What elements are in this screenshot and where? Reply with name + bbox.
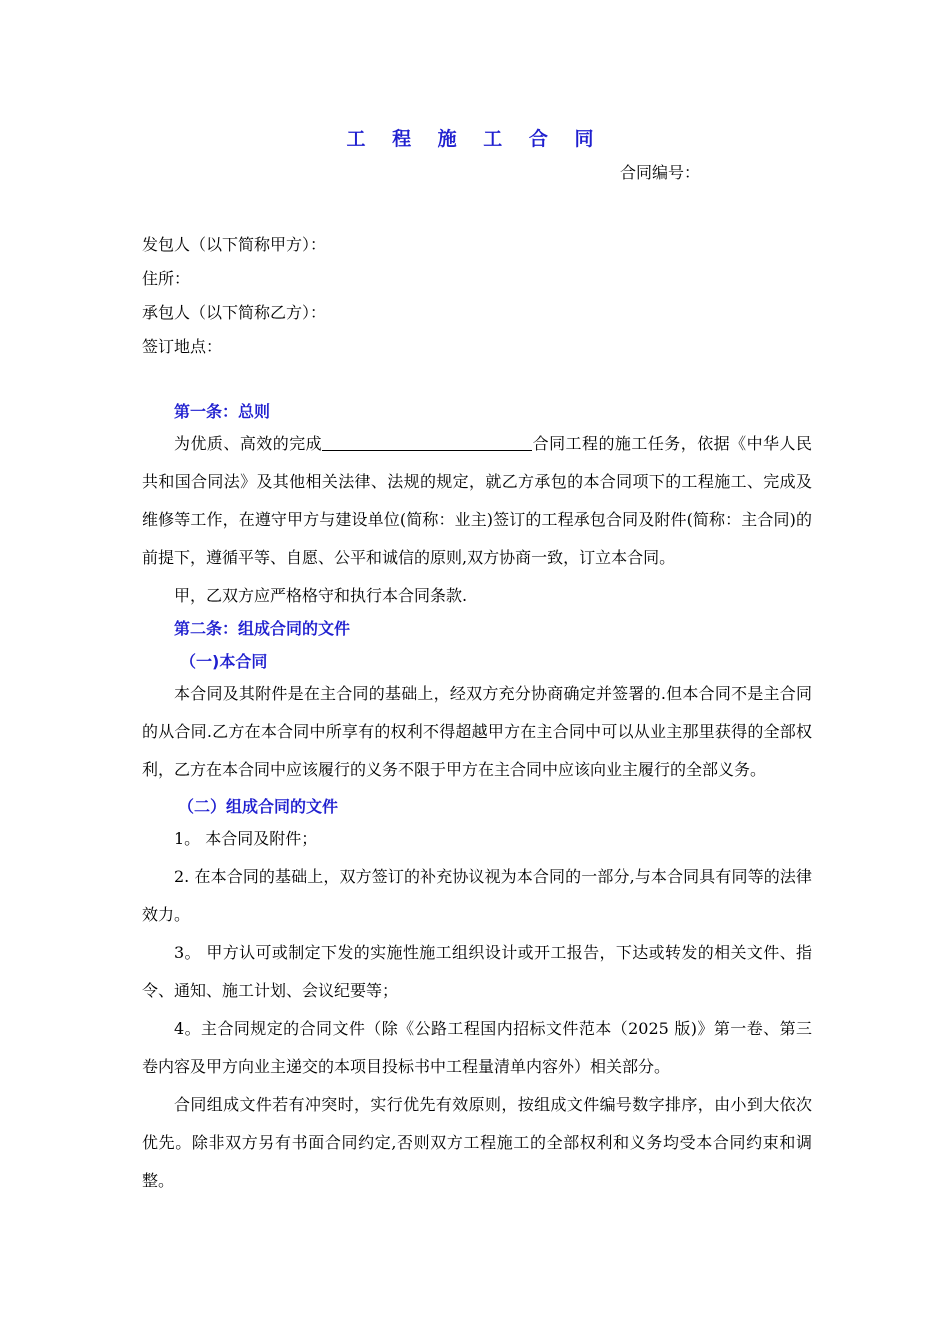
closing-paragraph: 合同组成文件若有冲突时，实行优先有效原则，按组成文件编号数字排序，由小到大依次优先。除非双方另有书面合同约定,否则双方工程施工的全部权利和义务均受本合同约束和调整。 [142,1095,812,1190]
employer-line: 发包人（以下简称甲方）： [142,235,327,254]
list-item: 4。主合同规定的合同文件（除《公路工程国内招标文件范本（2025 版)》第一卷、第三卷内容及甲方向业主递交的本项目投标书中工程量清单内容外）相关部分。 [142,1019,812,1076]
section1-paragraph: 本合同及其附件是在主合同的基础上，经双方充分协商确定并签署的.但本合同不是主合同的从合同.乙方在本合同中所享有的权利不得超越甲方在主合同中可以从业主那里获得的全部权利，乙方在本合同中应该履行的义务不限于甲方在主合同中应该向业主履行的全部义务。 [142,684,812,779]
contract-number-label: 合同编号： [620,163,701,182]
list-item: 1。 本合同及附件； [174,829,318,848]
article2-heading: 第二条：组成合同的文件 [174,619,351,638]
article1-text-before: 为优质、高效的完成 [174,434,323,453]
section2-heading: （二）组成合同的文件 [178,797,339,816]
article1-heading: 第一条：总则 [174,402,271,421]
article1-text-after: 合同工程的施工任务，依据《中华人民共和国合同法》及其他相关法律、法规的规定，就乙方承包的本合同项下的工程施工、完成及维修等工作，在遵守甲方与建设单位(简称：业主)签订的工程承包合同及附件(简称：主合同)的前提下，遵循平等、自愿、公平和诚信的原则,双方协商一致，订立本合同。 [142,434,812,567]
article1-paragraph1 [142,425,812,577]
contractor-line: 承包人（以下简称乙方）： [142,303,327,322]
signing-place-line: 签订地点： [142,337,223,356]
project-name-blank [322,432,532,451]
list-item: 2. 在本合同的基础上，双方签订的补充协议视为本合同的一部分,与本合同具有同等的法律效力。 [142,867,812,924]
contract-body [142,398,812,1200]
address-line: 住所： [142,269,191,288]
document-title: 工 程 施 工 合 同 [346,128,604,150]
section1-heading: （一)本合同 [180,652,268,671]
article1-paragraph2: 甲，乙双方应严格格守和执行本合同条款. [174,586,468,605]
list-item: 3。 甲方认可或制定下发的实施性施工组织设计或开工报告，下达或转发的相关文件、指令、通知、施工计划、会议纪要等； [142,943,812,1000]
